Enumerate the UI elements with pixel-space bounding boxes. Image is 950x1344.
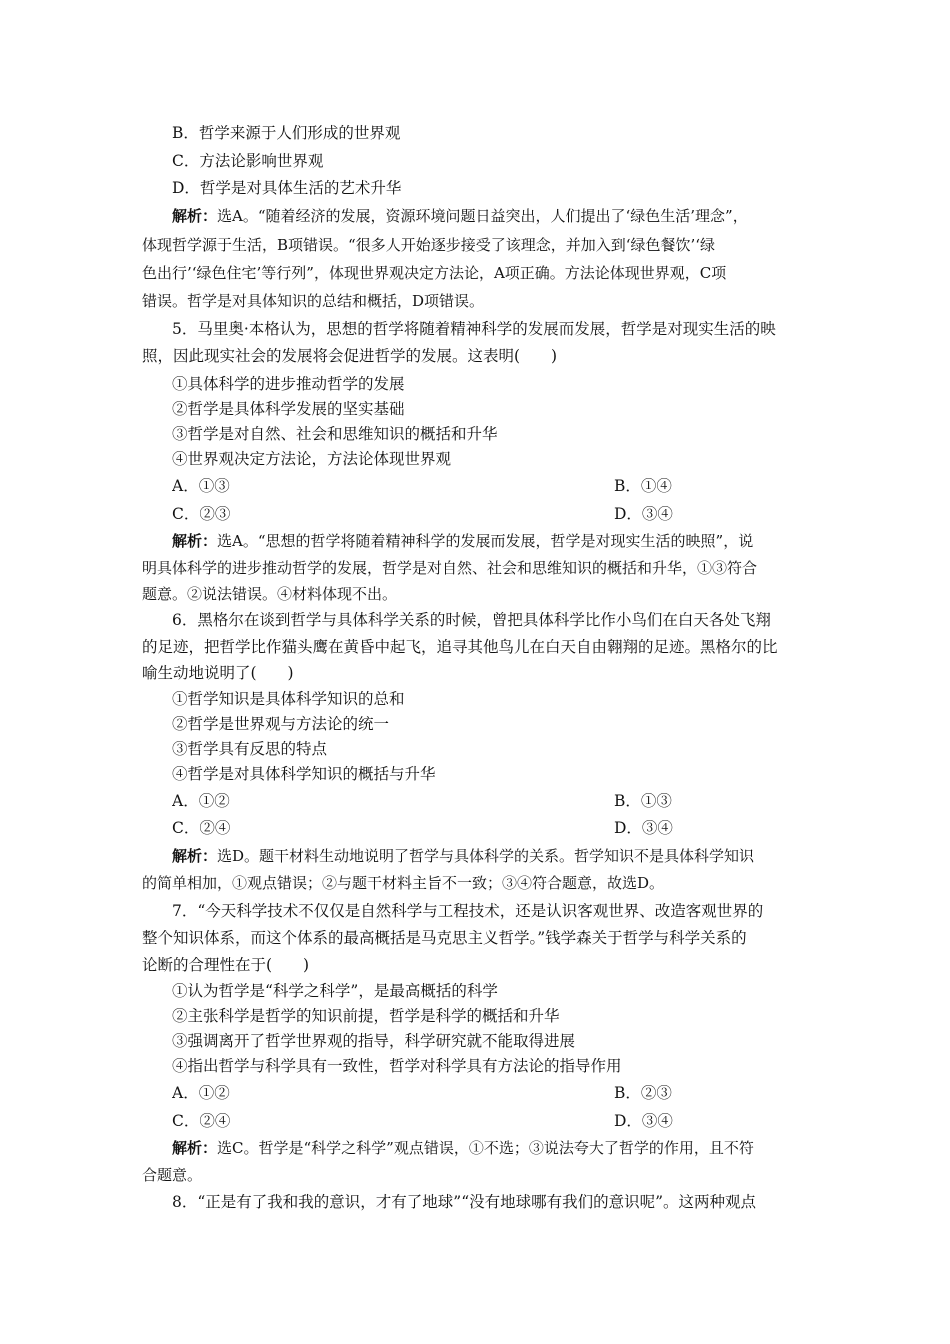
q5-item: ①具体科学的进步推动哲学的发展 [172,375,405,393]
q6-item: ②哲学是世界观与方法论的统一 [172,715,390,733]
q5-stem-line: 照，因此现实社会的发展将会促进哲学的发展。这表明( ) [142,347,558,365]
choice-a: A．①② [172,792,230,810]
q7-stem-line: 论断的合理性在于( ) [142,956,310,974]
q4-analysis-line: 体现哲学源于生活，B项错误。“很多人开始逐步接受了该理念，并加入到‘绿色餐饮’‘绿 [142,236,715,254]
q6-choices-row [172,791,818,811]
q5-choices-row [172,476,818,496]
q6-stem-line: 喻生动地说明了( ) [142,664,294,682]
q6-choices-row [172,818,818,838]
q6-item: ①哲学知识是具体科学知识的总和 [172,690,405,708]
choice-b: B．①③ [614,792,672,810]
choice-d: D．③④ [614,819,673,837]
q4-option-d: D．哲学是对具体生活的艺术升华 [172,179,402,197]
analysis-label: 解析： [172,532,218,550]
q7-analysis-line: 合题意。 [142,1166,203,1184]
q5-choices-row [172,504,818,524]
choice-a: A．①② [172,1084,230,1102]
q6-stem-line: 6．黑格尔在谈到哲学与具体科学关系的时候，曾把具体科学比作小鸟们在白天各处飞翔 [172,611,771,629]
q4-analysis-line: 色出行’‘绿色住宅’等行列”，体现世界观决定方法论，A项正确。方法论体现世界观，C项 [142,264,727,282]
q6-analysis-line: 解析：选D。题干材料生动地说明了哲学与具体科学的关系。哲学知识不是具体科学知识 [172,847,755,865]
q7-stem-line: 7．“今天科学技术不仅仅是自然科学与工程技术，还是认识客观世界、改造客观世界的 [172,902,764,920]
q5-analysis-line: 明具体科学的进步推动哲学的发展，哲学是对自然、社会和思维知识的概括和升华，①③符合 [142,559,758,577]
q7-item: ①认为哲学是“科学之科学”，是最高概括的科学 [172,982,498,1000]
choice-b: B．①④ [614,477,672,495]
q5-stem-line: 5．马里奥·本格认为，思想的哲学将随着精神科学的发展而发展，哲学是对现实生活的映 [172,320,776,338]
analysis-label: 解析： [172,847,218,865]
q7-item: ③强调离开了哲学世界观的指导，科学研究就不能取得进展 [172,1032,576,1050]
choice-c: C．②③ [172,505,231,523]
choice-c: C．②④ [172,1112,231,1130]
q6-analysis-line: 的简单相加，①观点错误；②与题干材料主旨不一致；③④符合题意，故选D。 [142,874,665,892]
choice-d: D．③④ [614,1112,673,1130]
q7-choices-row [172,1111,818,1131]
q4-analysis-line: 错误。哲学是对具体知识的总结和概括，D项错误。 [142,292,485,310]
choice-c: C．②④ [172,819,231,837]
q7-item: ④指出哲学与科学具有一致性，哲学对科学具有方法论的指导作用 [172,1057,622,1075]
q4-analysis-line: 解析：选A。“随着经济的发展，资源环境问题日益突出，人们提出了‘绿色生活’理念”， [172,207,748,225]
q7-analysis-line: 解析：选C。哲学是“科学之科学”观点错误，①不选；③说法夸大了哲学的作用，且不符 [172,1139,754,1157]
analysis-label: 解析： [172,1139,218,1157]
q6-item: ④哲学是对具体科学知识的概括与升华 [172,765,436,783]
choice-a: A．①③ [172,477,230,495]
q7-choices-row [172,1083,818,1103]
q5-analysis-line: 题意。②说法错误。④材料体现不出。 [142,585,398,603]
q5-item: ②哲学是具体科学发展的坚实基础 [172,400,405,418]
q4-option-b: B．哲学来源于人们形成的世界观 [172,124,401,142]
q8-stem-line: 8．“正是有了我和我的意识，才有了地球”“没有地球哪有我们的意识呢”。这两种观点 [172,1193,757,1211]
q5-item: ④世界观决定方法论，方法论体现世界观 [172,450,452,468]
q6-stem-line: 的足迹，把哲学比作猫头鹰在黄昏中起飞，追寻其他鸟儿在白天自由翱翔的足迹。黑格尔的比 [142,638,778,656]
choice-d: D．③④ [614,505,673,523]
analysis-label: 解析： [172,207,218,225]
q7-stem-line: 整个知识体系，而这个体系的最高概括是马克思主义哲学。”钱学森关于哲学与科学关系的 [142,929,747,947]
q5-analysis-line: 解析：选A。“思想的哲学将随着精神科学的发展而发展，哲学是对现实生活的映照”，说 [172,532,754,550]
choice-b: B．②③ [614,1084,672,1102]
q4-option-c: C．方法论影响世界观 [172,152,324,170]
q5-item: ③哲学是对自然、社会和思维知识的概括和升华 [172,425,498,443]
q6-item: ③哲学具有反思的特点 [172,740,328,758]
q7-item: ②主张科学是哲学的知识前提，哲学是科学的概括和升华 [172,1007,560,1025]
